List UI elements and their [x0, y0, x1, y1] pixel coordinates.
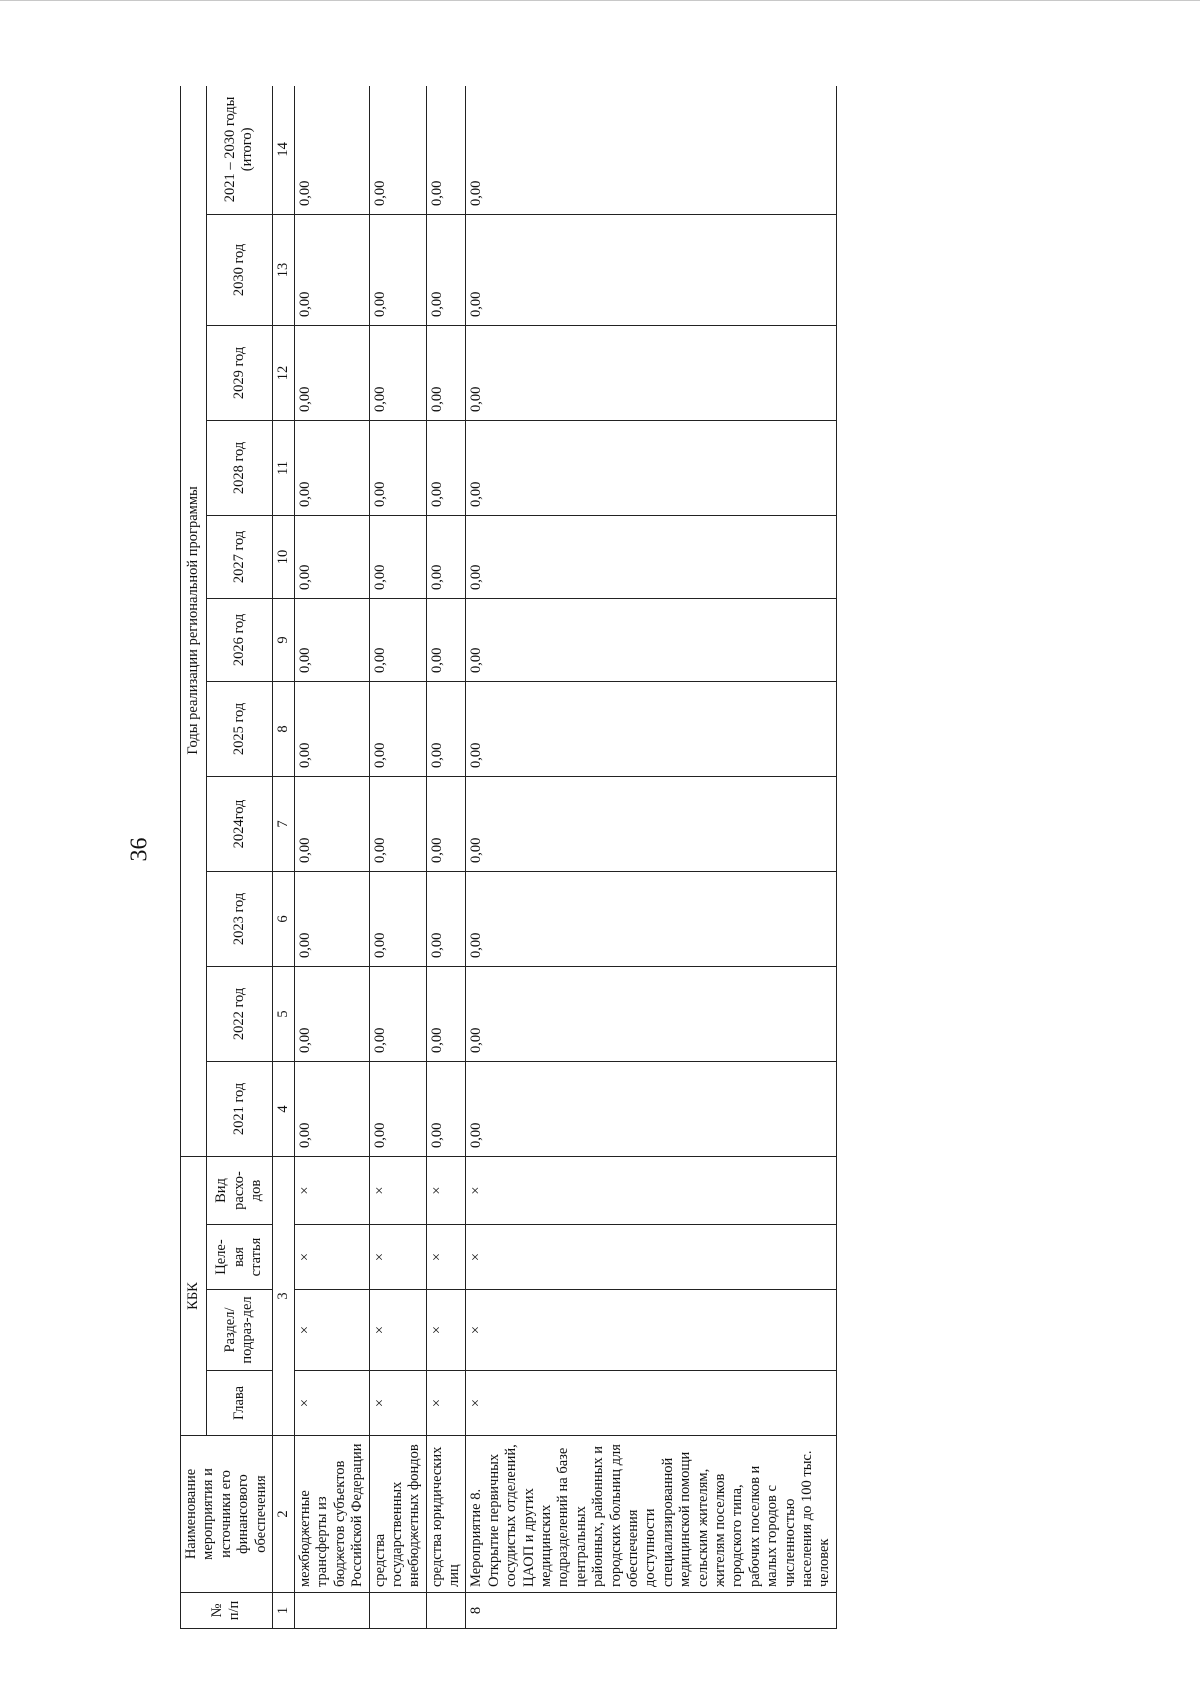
value-cell: 0,00: [426, 325, 466, 420]
value-cell: 0,00: [466, 776, 836, 871]
value-cell: 0,00: [426, 966, 466, 1061]
value-cell: 0,00: [426, 214, 466, 325]
value-cell: 0,00: [466, 598, 836, 681]
value-cell: 0,00: [294, 214, 369, 325]
kbk-cell: ×: [426, 1371, 466, 1436]
value-cell: 0,00: [466, 86, 836, 214]
value-cell: 0,00: [369, 598, 426, 681]
value-cell: 0,00: [369, 325, 426, 420]
value-cell: 0,00: [294, 776, 369, 871]
header-year: 2029 год: [206, 325, 272, 420]
value-cell: 0,00: [369, 776, 426, 871]
table-row: [294, 86, 369, 1629]
header-year: 2025 год: [206, 681, 272, 776]
value-cell: 0,00: [294, 1061, 369, 1156]
header-years-group: Годы реализации региональной программы: [181, 86, 207, 1156]
header-subrow: [206, 86, 272, 1629]
header-kbk-sub: Вид расхо-дов: [206, 1156, 272, 1224]
header-year: 2021 – 2030 годы (итого): [206, 86, 272, 214]
header-num: № п/п: [181, 1593, 273, 1629]
kbk-cell: ×: [369, 1156, 426, 1224]
rotated-table-container: [180, 86, 837, 1629]
value-cell: 0,00: [466, 966, 836, 1061]
table-row: [426, 86, 466, 1629]
row-num: [369, 1593, 426, 1629]
table-row: [466, 86, 836, 1629]
column-number: 7: [272, 776, 294, 871]
value-cell: 0,00: [466, 420, 836, 515]
value-cell: 0,00: [294, 420, 369, 515]
kbk-cell: ×: [426, 1225, 466, 1290]
value-cell: 0,00: [369, 86, 426, 214]
header-year: 2024год: [206, 776, 272, 871]
table-row: [369, 86, 426, 1629]
value-cell: 0,00: [294, 515, 369, 598]
kbk-cell: ×: [294, 1371, 369, 1436]
value-cell: 0,00: [294, 325, 369, 420]
row-num: [426, 1593, 466, 1629]
value-cell: 0,00: [369, 1061, 426, 1156]
header-kbk: КБК: [181, 1156, 207, 1435]
kbk-cell: ×: [294, 1156, 369, 1224]
column-number: 12: [272, 325, 294, 420]
kbk-cell: ×: [369, 1225, 426, 1290]
value-cell: 0,00: [294, 681, 369, 776]
value-cell: 0,00: [294, 966, 369, 1061]
header-kbk-sub: Раздел/ подраз-дел: [206, 1290, 272, 1371]
column-number: 4: [272, 1061, 294, 1156]
column-number: 3: [272, 1156, 294, 1435]
kbk-cell: ×: [466, 1290, 836, 1371]
financing-table: [180, 86, 837, 1629]
column-number: 13: [272, 214, 294, 325]
value-cell: 0,00: [369, 871, 426, 966]
value-cell: 0,00: [466, 1061, 836, 1156]
value-cell: 0,00: [426, 420, 466, 515]
header-year: 2022 год: [206, 966, 272, 1061]
kbk-cell: ×: [466, 1156, 836, 1224]
value-cell: 0,00: [466, 214, 836, 325]
header-year: 2027 год: [206, 515, 272, 598]
header-kbk-sub: Целе-вая статья: [206, 1225, 272, 1290]
value-cell: 0,00: [294, 86, 369, 214]
row-num: 8: [466, 1593, 836, 1629]
header-year: 2030 год: [206, 214, 272, 325]
column-number-row: [272, 86, 294, 1629]
value-cell: 0,00: [369, 966, 426, 1061]
value-cell: 0,00: [369, 214, 426, 325]
column-number: 14: [272, 86, 294, 214]
value-cell: 0,00: [466, 515, 836, 598]
column-number: 11: [272, 420, 294, 515]
value-cell: 0,00: [426, 776, 466, 871]
header-year: 2026 год: [206, 598, 272, 681]
header-year: 2023 год: [206, 871, 272, 966]
row-name: средства государственных внебюджетных фондов: [369, 1436, 426, 1593]
value-cell: 0,00: [466, 325, 836, 420]
value-cell: 0,00: [426, 515, 466, 598]
value-cell: 0,00: [369, 515, 426, 598]
kbk-cell: ×: [426, 1156, 466, 1224]
row-num: [294, 1593, 369, 1629]
value-cell: 0,00: [426, 1061, 466, 1156]
kbk-cell: ×: [426, 1290, 466, 1371]
scan-edge-line: [0, 0, 1200, 1]
kbk-cell: ×: [466, 1225, 836, 1290]
column-number: 2: [272, 1436, 294, 1593]
row-name: Мероприятие 8. Открытие первичных сосудистых отделений, ЦАОП и других медицинских подразделений на базе центральных районных, районных и городских больниц для обеспечения доступности специализированной медицинской помощи сельским жителям, жителям поселков городского типа, рабочих поселков и малых городов с численностью населения до 100 тыс. человек: [466, 1436, 836, 1593]
header-name: Наименование мероприятия и источники его финансового обеспечения: [181, 1436, 273, 1593]
column-number: 9: [272, 598, 294, 681]
column-number: 10: [272, 515, 294, 598]
table-body: [272, 86, 836, 1629]
value-cell: 0,00: [294, 598, 369, 681]
row-name: средства юридических лиц: [426, 1436, 466, 1593]
rotated-table-wrapper: [180, 86, 837, 1629]
column-number: 5: [272, 966, 294, 1061]
header-year: 2021 год: [206, 1061, 272, 1156]
kbk-cell: ×: [369, 1290, 426, 1371]
value-cell: 0,00: [426, 681, 466, 776]
column-number: 1: [272, 1593, 294, 1629]
value-cell: 0,00: [369, 681, 426, 776]
kbk-cell: ×: [466, 1371, 836, 1436]
value-cell: 0,00: [369, 420, 426, 515]
value-cell: 0,00: [466, 871, 836, 966]
kbk-cell: ×: [294, 1225, 369, 1290]
header-kbk-sub: Глава: [206, 1371, 272, 1436]
page-number: 36: [126, 837, 153, 861]
kbk-cell: ×: [294, 1290, 369, 1371]
row-name: межбюджетные трансферты из бюджетов субъектов Российской Федерации: [294, 1436, 369, 1593]
value-cell: 0,00: [294, 871, 369, 966]
kbk-cell: ×: [369, 1371, 426, 1436]
column-number: 6: [272, 871, 294, 966]
column-number: 8: [272, 681, 294, 776]
header-year: 2028 год: [206, 420, 272, 515]
value-cell: 0,00: [466, 681, 836, 776]
value-cell: 0,00: [426, 871, 466, 966]
value-cell: 0,00: [426, 598, 466, 681]
value-cell: 0,00: [426, 86, 466, 214]
